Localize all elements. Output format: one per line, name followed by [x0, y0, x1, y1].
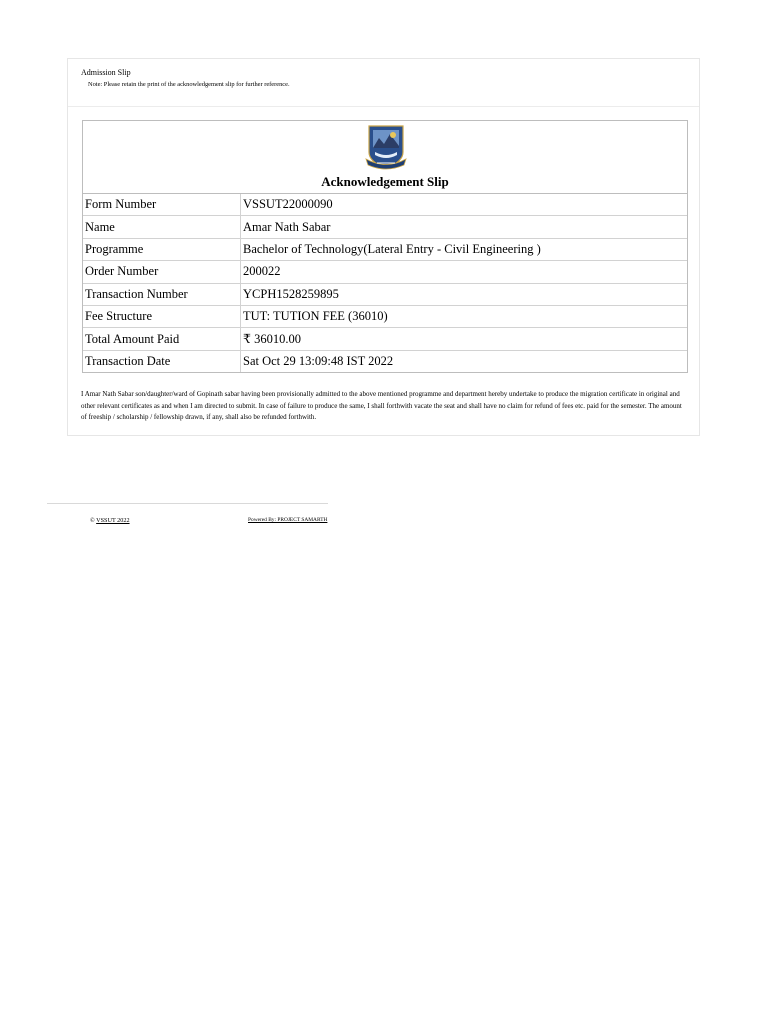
card-header: [68, 59, 699, 107]
row-label: Form Number: [83, 194, 241, 216]
row-label: Transaction Date: [83, 350, 241, 372]
row-value: VSSUT22000090: [243, 197, 333, 212]
row-value: 200022: [241, 261, 688, 283]
table-row-programme: [83, 238, 687, 260]
table-row-order-number: [83, 261, 687, 283]
page-title: Admission Slip: [81, 68, 131, 77]
footer-copyright: [90, 517, 130, 524]
admission-slip-card: [67, 58, 700, 436]
table-row-form-number: [83, 194, 687, 216]
table-row-fee-structure: [83, 305, 687, 327]
slip-header: [83, 121, 687, 194]
row-value: YCPH1528259895: [241, 283, 688, 305]
row-label: Fee Structure: [83, 305, 241, 327]
row-value: TUT: TUTION FEE (36010): [241, 305, 688, 327]
footer-divider: [47, 503, 328, 504]
copyright-link[interactable]: VSSUT 2022: [96, 517, 130, 524]
row-label: Name: [83, 216, 241, 238]
slip-title: Acknowledgement Slip: [321, 174, 449, 189]
university-crest-icon: [365, 124, 407, 170]
row-label: Programme: [83, 238, 241, 260]
row-label: Transaction Number: [83, 283, 241, 305]
details-table: [83, 194, 687, 372]
row-value: Bachelor of Technology(Lateral Entry - Civil Engineering ): [241, 238, 688, 260]
row-value: Sat Oct 29 13:09:48 IST 2022: [241, 350, 688, 372]
table-row-total-amount: [83, 328, 687, 350]
table-row-transaction-number: [83, 283, 687, 305]
copyright-symbol: ©: [90, 517, 95, 524]
acknowledgement-slip: [82, 120, 688, 373]
row-label: Order Number: [83, 261, 241, 283]
powered-by-link[interactable]: Powered By: PROJECT SAMARTH: [248, 517, 328, 523]
table-row-transaction-date: [83, 350, 687, 372]
row-value: Amar Nath Sabar: [241, 216, 688, 238]
retention-note: Note: Please retain the print of the acknowledgement slip for further reference.: [88, 81, 290, 88]
declaration-text: I Amar Nath Sabar son/daughter/ward of Gopinath sabar having been provisionally admitted to the above mentioned programme and department hereby undertake to produce the migration certificate in original and other relevant certificates as and when I am directed to submit. In case of failure to produce the same, I shall forthwith vacate the seat and shall have no claim for refund of fees etc. paid for the semester. The amount of freeship / scholarship / fellowship drawn, if any, shall also be refunded forthwith.: [81, 390, 682, 421]
row-label: Total Amount Paid: [83, 328, 241, 350]
row-value: ₹ 36010.00: [241, 328, 688, 350]
table-row-name: [83, 216, 687, 238]
